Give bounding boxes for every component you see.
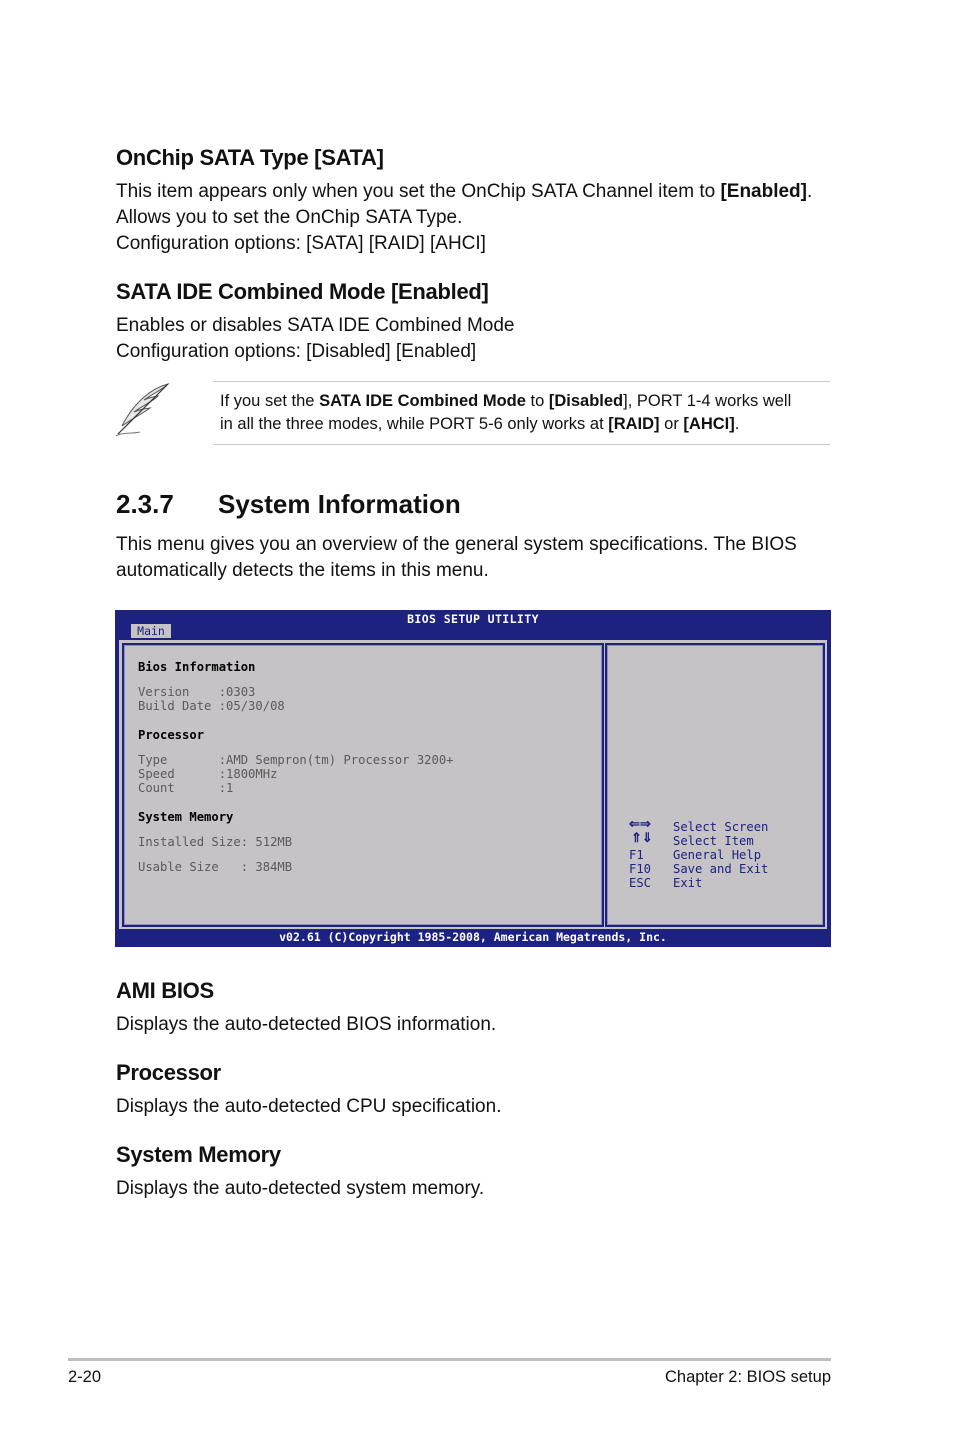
- subsection-desc-system-memory: Displays the auto-detected system memory.: [116, 1178, 485, 1199]
- bios-body: [119, 640, 827, 929]
- note-top-rule: [213, 381, 830, 382]
- help-exit: Exit: [673, 876, 703, 890]
- help-key-esc: ESC: [629, 876, 652, 890]
- section-title-sata-ide-combined: SATA IDE Combined Mode [Enabled]: [116, 279, 489, 304]
- help-general-help: General Help: [673, 848, 762, 862]
- text: or: [659, 415, 684, 433]
- section-title-onchip-sata-type: OnChip SATA Type [SATA]: [116, 145, 384, 170]
- section-body-sata-ide-combined: [116, 313, 515, 365]
- memory-installed: Installed Size: 512MB: [138, 835, 293, 849]
- help-select-screen: Select Screen: [673, 820, 769, 834]
- text-line: Allows you to set the OnChip SATA Type.: [116, 207, 463, 228]
- text: This item appears only when you set the OnChip SATA Channel item to: [116, 181, 721, 202]
- page-number: 2-20: [68, 1368, 102, 1386]
- text: in all the three modes, while PORT 5-6 only works at: [220, 415, 609, 433]
- section-body-onchip-sata-type: [116, 179, 812, 257]
- bios-build-date: Build Date :05/30/08: [138, 699, 285, 713]
- bold-text: [Disabled: [548, 392, 624, 410]
- text-line: Enables or disables SATA IDE Combined Mode: [116, 315, 515, 336]
- memory-usable: Usable Size : 384MB: [138, 860, 293, 874]
- note-bottom-rule: [213, 444, 830, 445]
- section-body-system-information: [116, 532, 797, 584]
- bold-text: [RAID]: [608, 415, 660, 433]
- bios-screenshot: [115, 610, 831, 947]
- text: ], PORT 1-4 works well: [623, 392, 792, 410]
- tab-main[interactable]: Main: [131, 624, 171, 638]
- bios-title: BIOS SETUP UTILITY: [407, 612, 539, 626]
- feather-pen-icon: [112, 382, 172, 438]
- text-line: Configuration options: [SATA] [RAID] [AHCI]: [116, 233, 486, 254]
- processor-count: Count :1: [138, 781, 234, 795]
- bios-version: Version :0303: [138, 685, 256, 699]
- footer-rule: [68, 1358, 831, 1361]
- bios-info-heading: Bios Information: [138, 660, 256, 674]
- help-key-f1: F1: [629, 848, 644, 862]
- bios-help-panel: [605, 643, 825, 927]
- processor-heading: Processor: [138, 728, 205, 742]
- text: .: [807, 181, 813, 202]
- text: to: [525, 392, 549, 410]
- subsection-desc-ami-bios: Displays the auto-detected BIOS information.: [116, 1014, 497, 1035]
- text-line: This menu gives you an overview of the general system specifications. The BIOS: [116, 534, 797, 555]
- bold-text: [Enabled]: [720, 181, 807, 202]
- text-line: automatically detects the items in this menu.: [116, 560, 489, 581]
- section-title-system-information: System Information: [218, 489, 461, 519]
- processor-speed: Speed :1800MHz: [138, 767, 278, 781]
- note-text: [220, 390, 830, 436]
- memory-heading: System Memory: [138, 810, 234, 824]
- bios-info-panel: [122, 643, 604, 927]
- left-right-arrows-icon: ⇐⇒: [629, 816, 651, 831]
- bold-text: [AHCI]: [683, 415, 735, 433]
- section-number: 2.3.7: [116, 489, 174, 519]
- subsection-title-ami-bios: AMI BIOS: [116, 978, 214, 1003]
- help-save-and-exit: Save and Exit: [673, 862, 769, 876]
- up-down-arrows-icon: ⇑⇓: [631, 830, 653, 845]
- subsection-desc-processor: Displays the auto-detected CPU specification.: [116, 1096, 502, 1117]
- text: .: [734, 415, 740, 433]
- bold-text: SATA IDE Combined Mode: [319, 392, 526, 410]
- subsection-title-system-memory: System Memory: [116, 1142, 281, 1167]
- help-select-item: Select Item: [673, 834, 754, 848]
- processor-type: Type :AMD Sempron(tm) Processor 3200+: [138, 753, 454, 767]
- text-line: Configuration options: [Disabled] [Enabled]: [116, 341, 477, 362]
- bios-copyright: v02.61 (C)Copyright 1985-2008, American Megatrends, Inc.: [279, 930, 667, 944]
- help-key-f10: F10: [629, 862, 652, 876]
- chapter-label: Chapter 2: BIOS setup: [664, 1368, 831, 1386]
- subsection-title-processor: Processor: [116, 1060, 221, 1085]
- text: If you set the: [220, 392, 320, 410]
